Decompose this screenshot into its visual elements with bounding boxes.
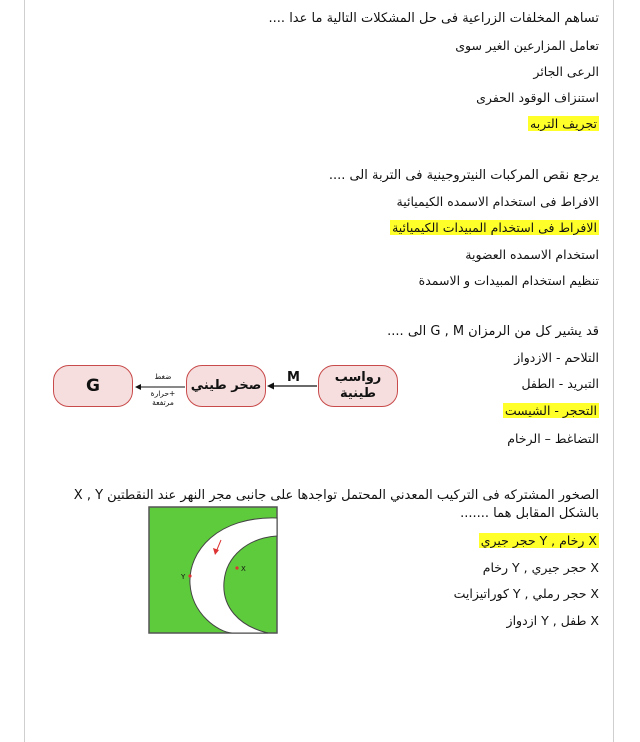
question-1-prompt: تساهم المخلفات الزراعية فى حل المشكلات التالية ما عدا .... bbox=[268, 11, 599, 26]
box-g: G bbox=[53, 365, 133, 407]
highlighted-answer: تجريف التربه bbox=[530, 116, 597, 131]
river-meander-diagram bbox=[148, 506, 278, 634]
highlighted-answer: التحجر - الشيست bbox=[504, 403, 597, 418]
question-4-option-2[interactable]: X حجر جيري , Y رخام bbox=[482, 560, 599, 575]
worksheet-page bbox=[24, 0, 614, 742]
question-4-option-4[interactable]: X طفل , Y ازدواز bbox=[506, 613, 599, 628]
question-1-option-3[interactable]: استنزاف الوقود الحفرى bbox=[476, 90, 599, 105]
question-2-option-1[interactable]: الافراط فى استخدام الاسمده الكيميائية bbox=[396, 194, 599, 209]
question-3-option-1[interactable]: التلاحم - الازدواز bbox=[514, 350, 599, 365]
question-3-option-3[interactable] bbox=[503, 402, 599, 420]
arrow-heat-label: +حرارة مرتفعة bbox=[150, 389, 176, 407]
point-y-label: Y bbox=[181, 573, 186, 581]
question-2-prompt: يرجع نقص المركبات النيتروجينية فى التربة الى .... bbox=[328, 168, 599, 183]
question-4-option-1[interactable] bbox=[479, 532, 599, 550]
point-y-marker bbox=[188, 574, 191, 577]
point-x-label: X bbox=[241, 565, 246, 573]
question-4-option-3[interactable]: X حجر رملي , Y كوراتيزايت bbox=[453, 586, 599, 601]
highlighted-answer: X رخام , Y حجر جيري bbox=[480, 533, 597, 548]
question-1-option-1[interactable]: تعامل المزارعين الغير سوى bbox=[455, 38, 599, 53]
highlighted-answer: الافراط فى استخدام المبيدات الكيميائية bbox=[392, 220, 597, 235]
box-clay-sediments: رواسب طينية bbox=[318, 365, 398, 407]
question-4-prompt: الصخور المشتركه فى التركيب المعدني المحتمل تواجدها على جانبى مجر النهر عند النقطتين X , Y بالشكل المقابل هما ....... bbox=[73, 488, 599, 521]
question-2-option-2[interactable] bbox=[390, 219, 599, 237]
arrow-m-label: M bbox=[287, 370, 300, 385]
arrow-m-head bbox=[267, 383, 274, 390]
question-3-option-2[interactable]: التبريد - الطفل bbox=[521, 376, 599, 391]
question-1-option-2[interactable]: الرعى الجائر bbox=[533, 64, 599, 79]
question-3-prompt: قد يشير كل من الرمزان G , M الى .... bbox=[387, 324, 599, 339]
arrow-pressure-label: ضغط bbox=[154, 372, 172, 381]
question-3-option-4[interactable]: التضاغط – الرخام bbox=[507, 431, 599, 446]
question-2-option-4[interactable]: تنظيم استخدام المبيدات و الاسمدة bbox=[418, 273, 599, 288]
question-1-option-4[interactable] bbox=[528, 115, 599, 133]
point-x-marker bbox=[235, 566, 238, 569]
box-shale: صخر طيني bbox=[186, 365, 266, 407]
question-2-option-3[interactable]: استخدام الاسمده العضوية bbox=[465, 247, 599, 262]
